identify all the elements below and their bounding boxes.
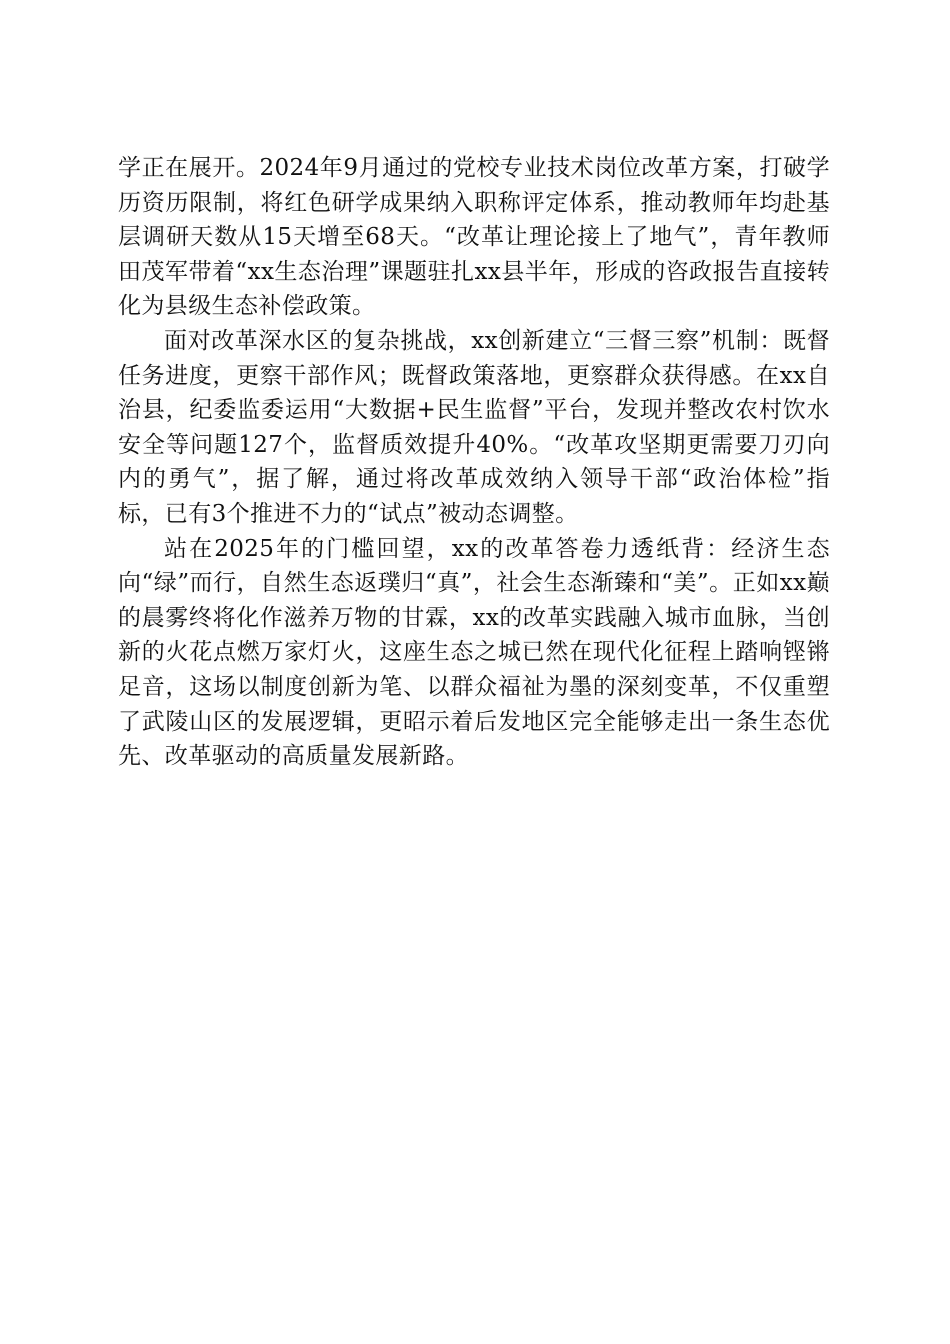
document-body: [118, 151, 830, 774]
paragraph-conclusion: 站在2025年的门槛回望，xx的改革答卷力透纸背：经济生态向“绿”而行，自然生态返璞归“真”，社会生态渐臻和“美”。正如xx巅的晨雾终将化作滋养万物的甘霖，xx的改革实践融入城市血脉，当创新的火花点燃万家灯火，这座生态之城已然在现代化征程上踏响铿锵足音，这场以制度创新为笔、以群众福祉为墨的深刻变革，不仅重塑了武陵山区的发展逻辑，更昭示着后发地区完全能够走出一条生态优先、改革驱动的高质量发展新路。: [118, 535, 830, 770]
paragraph-continuation: 学正在展开。2024年9月通过的党校专业技术岗位改革方案，打破学历资历限制，将红色研学成果纳入职称评定体系，推动教师年均赴基层调研天数从15天增至68天。“改革让理论接上了地气”，青年教师田茂军带着“xx生态治理”课题驻扎xx县半年，形成的咨政报告直接转化为县级生态补偿政策。: [118, 155, 830, 320]
paragraph-supervision: 面对改革深水区的复杂挑战，xx创新建立“三督三察”机制：既督任务进度，更察干部作风；既督政策落地，更察群众获得感。在xx自治县，纪委监委运用“大数据+民生监督”平台，发现并整改农村饮水安全等问题127个，监督质效提升40%。“改革攻坚期更需要刀刃向内的勇气”，据了解，通过将改革成效纳入领导干部“政治体检”指标，已有3个推进不力的“试点”被动态调整。: [118, 327, 830, 527]
